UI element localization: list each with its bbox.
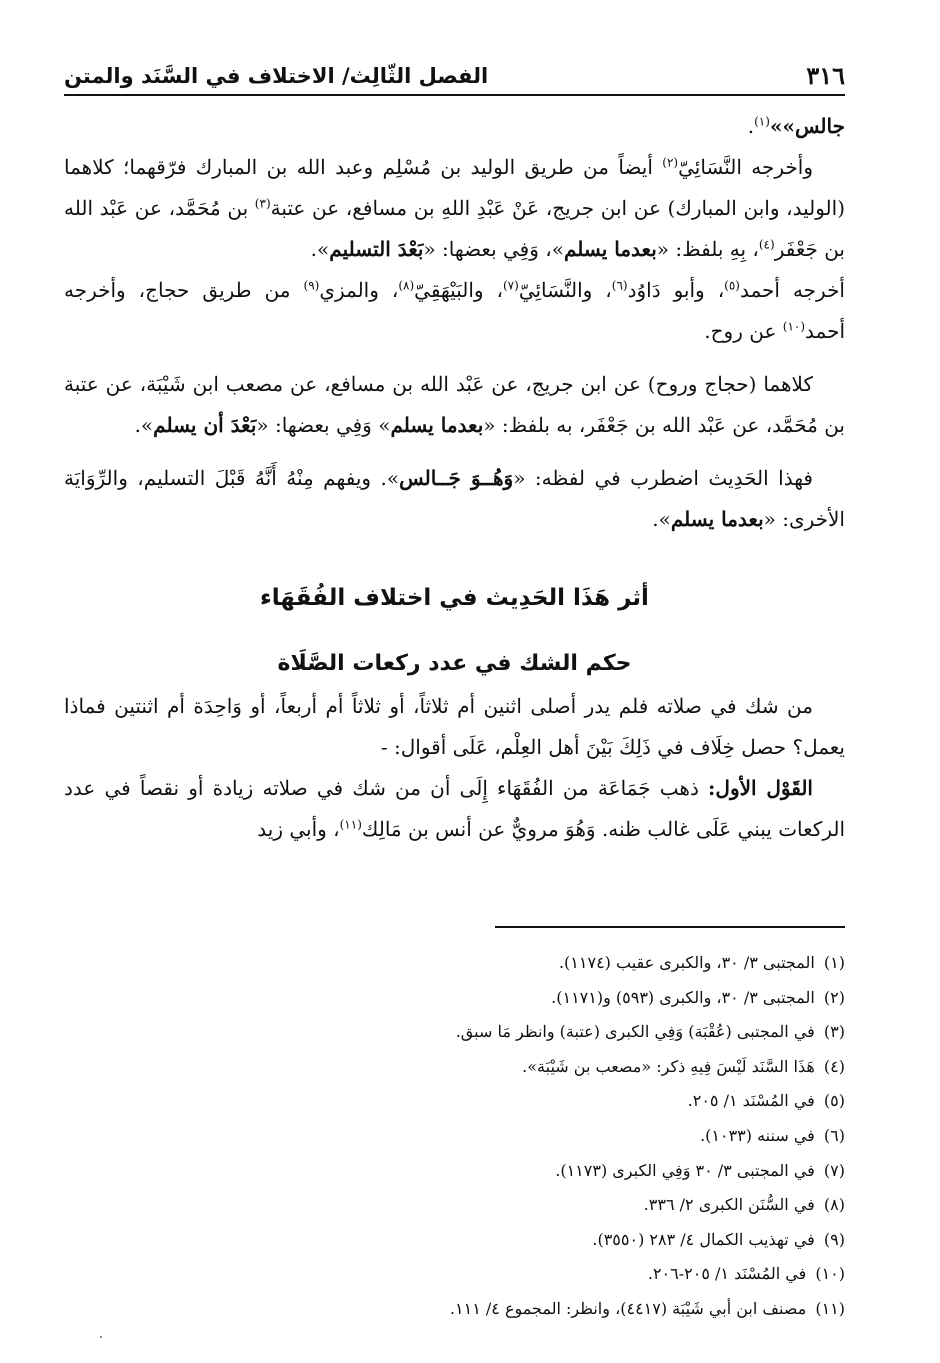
footnote-text: في سننه (١٠٣٣). (700, 1125, 815, 1145)
footnote-item (64, 1188, 845, 1223)
footnote-ref[interactable]: (٢) (662, 155, 679, 170)
footnote-number: (١٠) (815, 1264, 845, 1284)
paragraph-6: من شك في صلاته فلم يدر أصلى اثنين أم ثلاثاً، أو ثلاثاً أم أربعاً، أو وَاحِدَة أم اثنتين فماذا يعمل؟ حصل خِلَاف في ذَلِكَ بَيْنَ أهل العِلْم، عَلَى أقوال: - (64, 694, 845, 759)
text-run: أخرجه أحمد (739, 278, 845, 302)
quote-text: وَهُــوَ جَــالس (399, 466, 514, 490)
footnote-text: في تهذيب الكمال ٤/ ٢٨٣ (٣٥٥٠). (592, 1229, 815, 1249)
footnote-number: (١) (823, 953, 845, 972)
paragraph-7 (64, 768, 845, 850)
footnote-ref[interactable]: (٧) (502, 278, 519, 293)
footnote-number: (١١) (815, 1298, 845, 1318)
footnote-item (64, 981, 845, 1016)
footnote-item (64, 1257, 845, 1292)
running-title: الفصل الثّالِث/ الاختلاف في السَّنَد والمتن (64, 64, 489, 88)
footnote-number: (٧) (823, 1160, 845, 1180)
text-run: ». (652, 507, 671, 531)
quote-text: بَعْدَ التسليم (329, 237, 424, 261)
footnote-text: هَذَا السَّنَد لَيْسَ فِيهِ ذكر: «مصعب بن شَيْبَة». (522, 1056, 815, 1076)
text-run: كلاهما (حجاج وروح) عن ابن جريج، عن عَبْد الله بن مسافع، عن مصعب ابن شَيْبَة، عن عتبة بن مُحَمَّد، عن عَبْد الله بن جَعْفَر، به بلفظ: « (64, 372, 845, 437)
footnote-item (64, 1084, 845, 1119)
main-text (64, 106, 845, 850)
text-run: ذهب جَمَاعَة من الفُقَهَاء إِلَى أن من شك في صلاته زيادة أو نقصاً في عدد الركعات يبني عَلَى غالب ظنه. وَهُوَ مرويٌّ عن أنس بن مَالِك (64, 776, 845, 841)
page-header (64, 52, 845, 92)
footnote-ref[interactable]: (١) (754, 114, 770, 129)
paragraph-3 (64, 270, 845, 352)
footnote-ref[interactable]: (٦) (611, 278, 628, 293)
footnote-item (64, 1154, 845, 1189)
footnote-text: مصنف ابن أبي شَيْبَة (٤٤١٧)، وانظر: المجموع ٤/ ١١١. (449, 1298, 807, 1318)
footnote-item (64, 1050, 845, 1085)
footnote-text: المجتبى ٣/ ٣٠، والكبرى (٥٩٣) و(١١٧١). (551, 987, 815, 1007)
text-run: » وَفِي بعضها: « (256, 413, 391, 437)
paragraph-5 (64, 458, 845, 540)
scan-speck (100, 1336, 102, 1338)
footnote-text: في السُّنَن الكبرى ٢/ ٣٣٦. (643, 1195, 815, 1215)
opinion-label: القَوْل الأول: (708, 776, 813, 800)
footnote-item (64, 1223, 845, 1258)
text-run: عن روح. (704, 319, 783, 343)
footnote-number: (٢) (823, 987, 845, 1007)
footnote-ref[interactable]: (١١) (339, 817, 362, 832)
text-run: »، وَفِي بعضها: « (423, 237, 564, 261)
subsection-heading: حكم الشك في عدد ركعات الصَّلَاة (277, 651, 632, 676)
footnote-number: (٩) (823, 1229, 845, 1249)
text-run: ، وأبو دَاوُد (627, 278, 725, 302)
section-heading: أثر هَذَا الحَدِيث في اختلاف الفُقَهَاء (260, 585, 649, 611)
text-run: . (747, 114, 755, 138)
quote-text: بعدما يسلم (390, 413, 484, 437)
footnote-number: (٣) (823, 1022, 845, 1042)
text-run: ». (310, 237, 330, 261)
footnote-separator (495, 926, 845, 928)
footnote-ref[interactable]: (٣) (254, 196, 271, 211)
header-rule (64, 94, 845, 96)
text-run: ، والنَّسَائِيّ (518, 278, 612, 302)
footnote-item (64, 1292, 845, 1327)
footnote-text: المجتبى ٣/ ٣٠، والكبرى عقيب (١١٧٤). (558, 953, 815, 972)
footnote-ref[interactable]: (٤) (758, 237, 775, 252)
footnote-ref[interactable]: (٨) (398, 278, 415, 293)
footnote-text: في المجتبى ٣/ ٣٠ وَفِي الكبرى (١١٧٣). (555, 1160, 815, 1180)
paragraph-2 (64, 147, 845, 270)
page-number: ٣١٦ (806, 61, 845, 90)
footnote-text: في المُسْنَد ١/ ٢٠٥. (687, 1091, 815, 1111)
footnotes-list (64, 946, 845, 1327)
text-run: ». (134, 413, 154, 437)
text-run: بن مُحَمَّد، عن عَبْد الله بن جَعْفَر (64, 196, 845, 261)
quote-text: بعدما يسلم (670, 507, 764, 531)
paragraph-4 (64, 364, 845, 446)
text-run: فهذا الحَدِيث اضطرب في لفظه: « (513, 466, 813, 490)
text-run: ، والمزي (319, 278, 399, 302)
footnote-number: (٦) (823, 1125, 845, 1145)
footnote-number: (٥) (823, 1091, 845, 1111)
text-run: وأخرجه النَّسَائِيّ (678, 155, 813, 179)
footnote-ref[interactable]: (٩) (303, 278, 320, 293)
text-run: ». ويفهم مِنْهُ أَنَّهُ قَبْلَ التسليم، والرِّوَايَة الأخرى: « (64, 466, 845, 531)
footnote-text: في المجتبى (عُقْبَة) وَفِي الكبرى (عتبة) وانظر مَا سبق. (455, 1022, 815, 1042)
text-run: ، وأبي زيد (257, 817, 340, 841)
text-run: أيضاً من طريق الوليد بن مُسْلِم وعبد الله بن المبارك فرّقهما؛ كلاهما (الوليد، وابن المبارك) عن ابن جريج، عَنْ عَبْدِ اللهِ بن مسافع، عن عتبة (64, 155, 845, 220)
text-run: ، بِهِ بلفظ: « (656, 237, 759, 261)
paragraph-1 (64, 106, 845, 147)
footnote-item (64, 946, 845, 981)
quote-text: بعدما يسلم (563, 237, 657, 261)
quote-text: جالس»» (769, 114, 845, 138)
footnote-item (64, 1119, 845, 1154)
footnote-text: في المُسْنَد ١/ ٢٠٥-٢٠٦. (647, 1264, 807, 1284)
quote-text: بَعْدَ أن يسلم (153, 413, 257, 437)
text-run: من طريق حجاج، وأخرجه أحمد (64, 278, 845, 343)
footnote-item (64, 1015, 845, 1050)
footnote-number: (٤) (823, 1056, 845, 1076)
footnote-ref[interactable]: (٥) (724, 278, 740, 293)
text-run: ، والبَيْهَقِيّ (414, 278, 503, 302)
footnote-number: (٨) (823, 1195, 845, 1215)
footnote-ref[interactable]: (١٠) (782, 319, 806, 334)
